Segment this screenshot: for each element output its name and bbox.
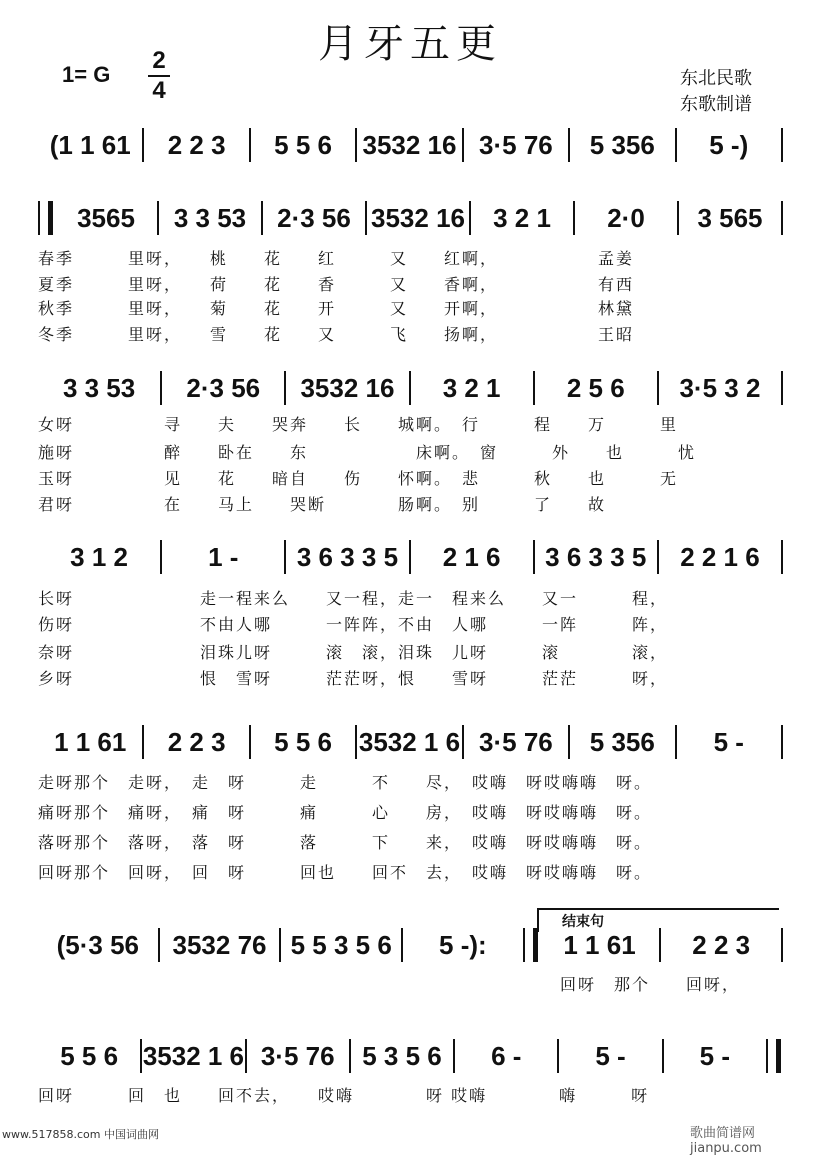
notation-row-4 [38, 537, 783, 577]
measure: 3·5 76 [479, 130, 553, 160]
notation-row-1 [38, 125, 783, 165]
measure: 5 356 [589, 727, 655, 757]
lyric-line: 回呀 回 也 回不去， 哎嗨 呀 哎嗨 嗨 呀 [38, 1086, 650, 1105]
measure: 5 - [595, 1041, 626, 1071]
lyric-line: 春季 里呀， 桃 花 红 又 红啊， 孟姜 [38, 249, 635, 268]
measure: 2·3 56 [277, 203, 351, 233]
credit-origin: 东北民歌 [680, 68, 752, 89]
footer-source-right: 歌曲简谱网 jianpu.com [690, 1126, 762, 1156]
notation-row-3 [38, 368, 783, 408]
measure: 1 1 61 [54, 727, 127, 757]
lyric-line: 施呀 醉 卧在 东 床啊。 窗 外 也 忧 [38, 443, 697, 462]
measure: 3532 1 6 [358, 727, 461, 757]
notation-row-7 [38, 1036, 783, 1076]
lyric-line: 痛呀那个 痛呀， 痛 呀 痛 心 房， 哎嗨 呀哎嗨嗨 呀。 [38, 803, 653, 822]
measure: 5 3 5 6 [362, 1041, 442, 1071]
lyric-line: 长呀 走一程来么 又一程，走一 程来么 又一 程， [38, 589, 669, 608]
measure: 3·5 76 [479, 727, 553, 757]
lyric-line: 落呀那个 落呀， 落 呀 落 下 来， 哎嗨 呀哎嗨嗨 呀。 [38, 833, 653, 852]
measure: 1 1 61 [563, 930, 636, 960]
measure: 3532 16 [362, 130, 457, 160]
final-barline [766, 1039, 781, 1073]
measure: 5 5 6 [60, 1041, 119, 1071]
measure: 3565 [77, 203, 135, 233]
ending-label: 结束句 [562, 914, 604, 930]
lyric-line: 冬季 里呀， 雪 花 又 飞 扬啊， 王昭 [38, 325, 635, 344]
measure: 2 2 3 [167, 130, 226, 160]
lyric-line: 秋季 里呀， 菊 花 开 又 开啊， 林黛 [38, 299, 635, 318]
measure: 3532 16 [300, 373, 395, 403]
measure: 2·0 [607, 203, 645, 233]
measure: 3 565 [697, 203, 763, 233]
lyric-line: 君呀 在 马上 哭断 肠啊。 别 了 故 [38, 495, 607, 514]
measure: 6 - [491, 1041, 522, 1071]
measure: 2·3 56 [186, 373, 261, 403]
lyric-line: 伤呀 不由人哪 一阵阵，不由 人哪 一阵 阵， [38, 615, 669, 634]
measure: 5 - [713, 727, 744, 757]
measure: 2 5 6 [566, 373, 625, 403]
measure: 2 1 6 [442, 542, 501, 572]
lyric-line: 夏季 里呀， 荷 花 香 又 香啊， 有西 [38, 275, 635, 294]
measure: 5 5 3 5 6 [290, 930, 392, 960]
meter-bottom: 4 [152, 77, 166, 104]
measure: 2 2 3 [167, 727, 226, 757]
measure: 2 2 3 [692, 930, 751, 960]
measure: 3·5 76 [260, 1041, 335, 1071]
measure: 3 2 1 [493, 203, 551, 233]
time-signature [148, 48, 170, 104]
measure: 3 1 2 [70, 542, 128, 572]
measure: 3532 1 6 [142, 1041, 245, 1071]
measure: 5 -): [439, 930, 487, 960]
measure: 5 5 6 [274, 727, 332, 757]
notation-row-2 [38, 198, 783, 238]
lyric-line: 女呀 寻 夫 哭奔 长 城啊。 行 程 万 里 [38, 415, 679, 434]
measure: 5 356 [589, 130, 655, 160]
measure: 3 3 53 [62, 373, 136, 403]
lyric-line: 走呀那个 走呀， 走 呀 走 不 尽， 哎嗨 呀哎嗨嗨 呀。 [38, 773, 653, 792]
key-signature: 1= G [62, 62, 111, 87]
repeat-start-barline [38, 201, 53, 235]
notation-row-5 [38, 722, 783, 762]
ending-lyric: 回呀 那个 回呀， [560, 975, 741, 994]
footer-source-left: www.517858.com 中国词曲网 [2, 1128, 159, 1141]
measure: 3 6 3 3 5 [545, 542, 647, 572]
measure: 3·5 3 2 [679, 373, 761, 403]
measure: 2 2 1 6 [680, 542, 760, 572]
measure: 1 - [208, 542, 239, 572]
lyric-line: 玉呀 见 花 暗自 伤 怀啊。 悲 秋 也 无 [38, 469, 679, 488]
song-title: 月牙五更 [318, 21, 502, 67]
measure: 5 -) [709, 130, 749, 160]
lyric-line: 奈呀 泪珠儿呀 滚 滚，泪珠 儿呀 滚 滚， [38, 643, 669, 662]
measure: (5·3 56 [56, 930, 140, 960]
measure: 3 2 1 [442, 373, 501, 403]
repeat-end-barline [523, 928, 538, 962]
notation-row-6 [38, 925, 783, 965]
measure: 3 3 53 [173, 203, 247, 233]
measure: 3532 76 [172, 930, 267, 960]
measure: 3532 16 [371, 203, 465, 233]
lyric-line: 回呀那个 回呀， 回 呀 回也 回不 去， 哎嗨 呀哎嗨嗨 呀。 [38, 863, 653, 882]
measure: 3 6 3 3 5 [296, 542, 399, 572]
measure: (1 1 61 [49, 130, 131, 160]
meter-top: 2 [152, 47, 166, 74]
lyric-line: 乡呀 恨 雪呀 茫茫呀，恨 雪呀 茫茫 呀， [38, 669, 669, 688]
measure: 5 5 6 [274, 130, 332, 160]
credit-transcriber: 东歌制谱 [680, 94, 752, 115]
measure: 5 - [699, 1041, 730, 1071]
